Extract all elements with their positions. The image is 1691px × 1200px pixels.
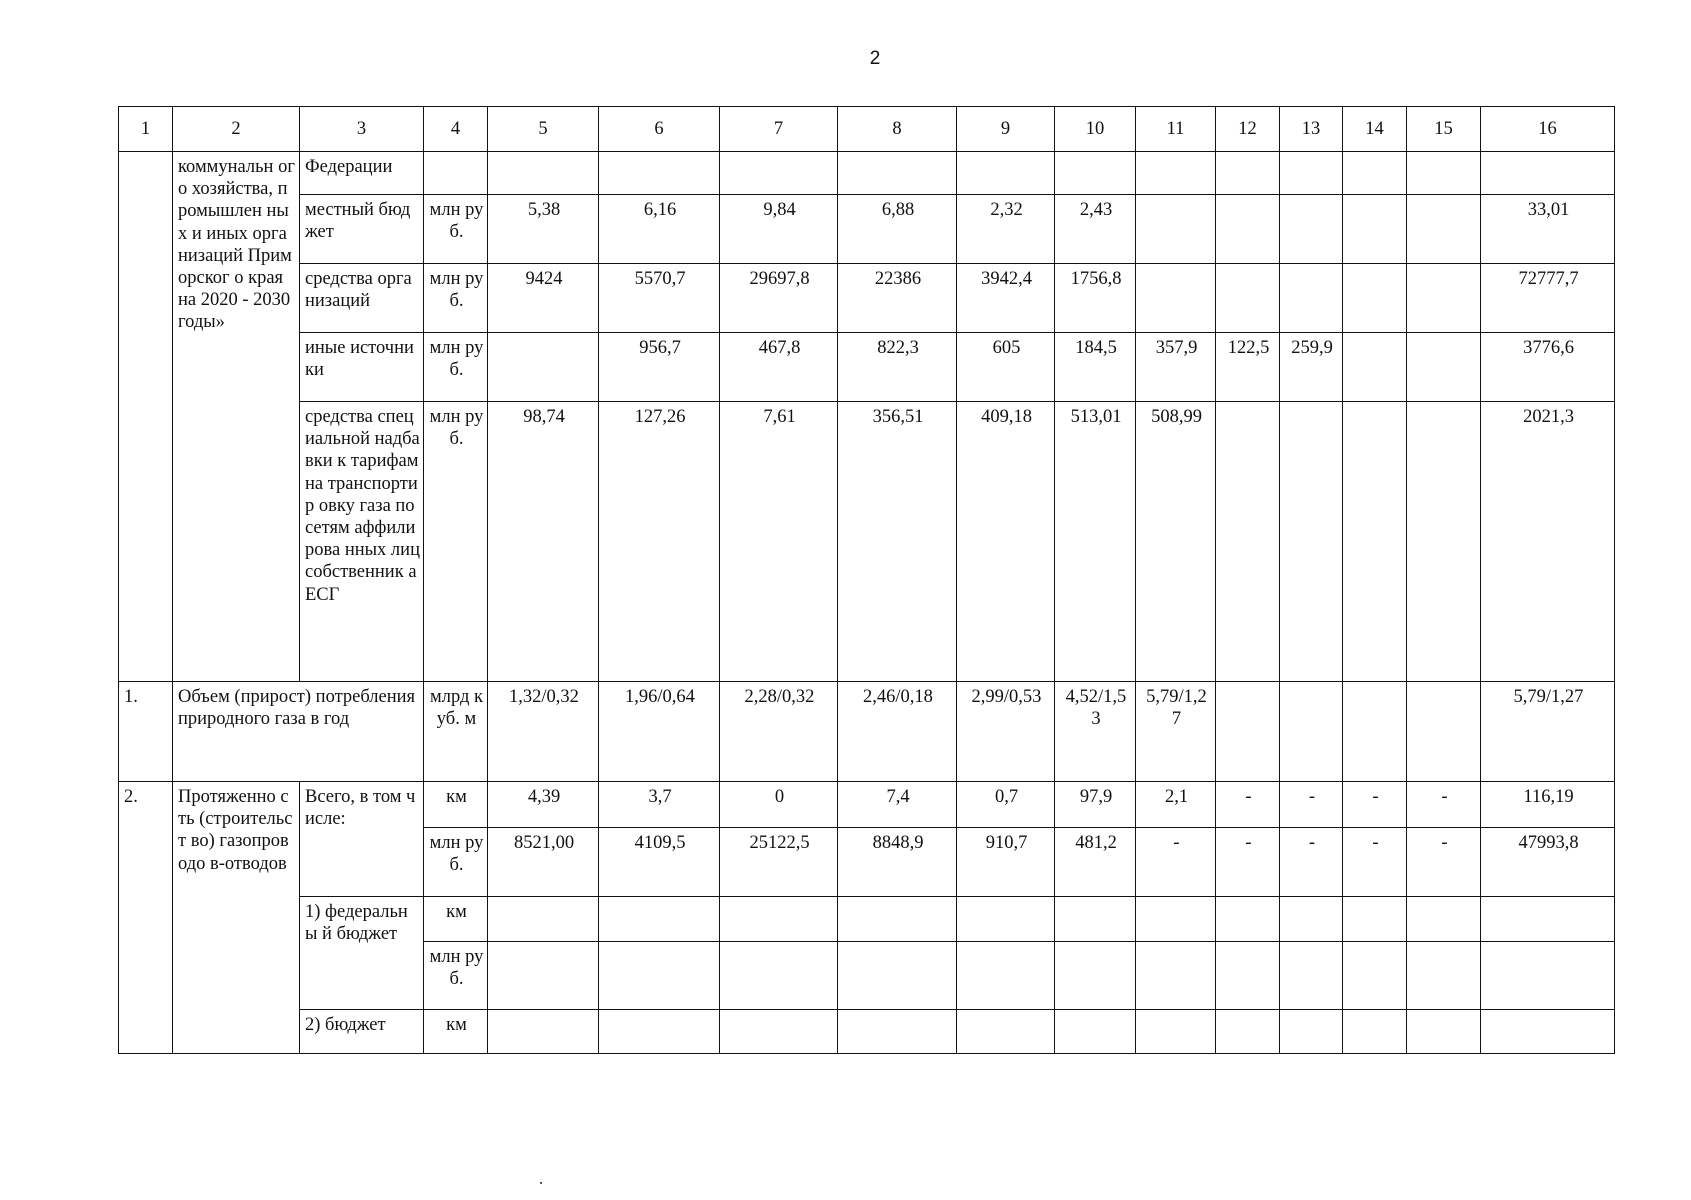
value-cell: 2,28/0,32	[720, 682, 838, 782]
table-row	[119, 682, 1615, 782]
value-cell: 605	[957, 333, 1055, 402]
value-cell: 2,1	[1136, 782, 1216, 828]
table-row	[119, 1010, 1615, 1054]
value-cell: 7,61	[720, 402, 838, 682]
table-row	[119, 897, 1615, 942]
value-cell	[1280, 1010, 1343, 1054]
page-number: 2	[869, 48, 881, 69]
value-cell	[1280, 402, 1343, 682]
value-cell	[1481, 152, 1615, 195]
header-cell: 16	[1481, 107, 1615, 152]
value-cell: 910,7	[957, 828, 1055, 897]
header-cell: 14	[1343, 107, 1407, 152]
unit-cell: млн руб.	[424, 195, 488, 264]
value-cell	[1343, 152, 1407, 195]
value-cell	[1280, 152, 1343, 195]
source-label: средства организаций	[300, 264, 424, 333]
value-cell	[1343, 897, 1407, 942]
value-cell	[1055, 152, 1136, 195]
value-cell	[1481, 1010, 1615, 1054]
value-cell: 4109,5	[599, 828, 720, 897]
value-cell: -	[1280, 782, 1343, 828]
value-cell: 7,4	[838, 782, 957, 828]
value-cell: 184,5	[1055, 333, 1136, 402]
value-cell	[1216, 152, 1280, 195]
value-cell: 259,9	[1280, 333, 1343, 402]
value-cell	[838, 152, 957, 195]
value-cell: 3776,6	[1481, 333, 1615, 402]
value-cell: 2021,3	[1481, 402, 1615, 682]
source-label: средства специальной надбавки к тарифам на транспортир овку газа по сетям аффилирова нных лиц собственник а ЕСГ	[300, 402, 424, 682]
value-cell: 22386	[838, 264, 957, 333]
program-name-cell: коммунальн ого хозяйства, промышлен ных и иных организаций Приморског о края на 2020 - 2030 годы»	[173, 152, 300, 682]
value-cell	[1280, 682, 1343, 782]
header-cell: 13	[1280, 107, 1343, 152]
header-cell: 5	[488, 107, 599, 152]
value-cell: 4,39	[488, 782, 599, 828]
value-cell	[720, 1010, 838, 1054]
unit-cell: млн руб.	[424, 828, 488, 897]
row-number: 1.	[119, 682, 173, 782]
header-cell: 10	[1055, 107, 1136, 152]
value-cell: 8848,9	[838, 828, 957, 897]
value-cell: 0	[720, 782, 838, 828]
value-cell: 0,7	[957, 782, 1055, 828]
value-cell	[1136, 264, 1216, 333]
table-row	[119, 264, 1615, 333]
unit-cell: млн руб.	[424, 264, 488, 333]
value-cell: 47993,8	[1481, 828, 1615, 897]
value-cell: 513,01	[1055, 402, 1136, 682]
value-cell: 33,01	[1481, 195, 1615, 264]
value-cell	[1343, 195, 1407, 264]
value-cell: -	[1343, 782, 1407, 828]
value-cell: 97,9	[1055, 782, 1136, 828]
value-cell: -	[1216, 828, 1280, 897]
header-cell: 1	[119, 107, 173, 152]
header-cell: 3	[300, 107, 424, 152]
source-label: Федерации	[300, 152, 424, 195]
value-cell	[1055, 1010, 1136, 1054]
value-cell: 98,74	[488, 402, 599, 682]
value-cell: 2,46/0,18	[838, 682, 957, 782]
value-cell	[1481, 897, 1615, 942]
value-cell: 2,43	[1055, 195, 1136, 264]
value-cell	[1407, 682, 1481, 782]
unit-cell: млн руб.	[424, 333, 488, 402]
value-cell	[1280, 264, 1343, 333]
unit-cell: км	[424, 897, 488, 942]
value-cell: 508,99	[1136, 402, 1216, 682]
value-cell	[838, 897, 957, 942]
value-cell	[957, 897, 1055, 942]
value-cell	[1216, 402, 1280, 682]
value-cell	[488, 942, 599, 1010]
value-cell	[1136, 195, 1216, 264]
program-table	[118, 106, 1615, 1054]
value-cell	[1407, 333, 1481, 402]
unit-cell	[424, 152, 488, 195]
value-cell: 3942,4	[957, 264, 1055, 333]
value-cell	[957, 152, 1055, 195]
header-cell: 6	[599, 107, 720, 152]
value-cell	[1343, 1010, 1407, 1054]
value-cell: -	[1407, 782, 1481, 828]
header-cell: 9	[957, 107, 1055, 152]
value-cell	[1216, 195, 1280, 264]
value-cell: 1,96/0,64	[599, 682, 720, 782]
table-row	[119, 152, 1615, 195]
value-cell: 357,9	[1136, 333, 1216, 402]
value-cell: 2,99/0,53	[957, 682, 1055, 782]
value-cell: 5,79/1,27	[1481, 682, 1615, 782]
value-cell: -	[1136, 828, 1216, 897]
value-cell	[838, 942, 957, 1010]
value-cell	[1280, 195, 1343, 264]
value-cell	[1216, 264, 1280, 333]
value-cell	[1481, 942, 1615, 1010]
value-cell: 127,26	[599, 402, 720, 682]
value-cell	[1216, 1010, 1280, 1054]
value-cell	[1280, 897, 1343, 942]
value-cell	[1136, 1010, 1216, 1054]
value-cell: -	[1216, 782, 1280, 828]
value-cell	[599, 152, 720, 195]
value-cell	[1407, 195, 1481, 264]
unit-cell: км	[424, 1010, 488, 1054]
value-cell	[599, 897, 720, 942]
value-cell	[720, 897, 838, 942]
value-cell	[1216, 897, 1280, 942]
table-row	[119, 402, 1615, 682]
value-cell: 5,79/1,2 7	[1136, 682, 1216, 782]
value-cell	[599, 1010, 720, 1054]
value-cell	[488, 897, 599, 942]
value-cell	[1136, 152, 1216, 195]
value-cell	[1216, 942, 1280, 1010]
unit-cell: млрд куб. м	[424, 682, 488, 782]
value-cell	[599, 942, 720, 1010]
scan-speck	[540, 1182, 542, 1184]
value-cell	[957, 942, 1055, 1010]
value-cell	[1136, 897, 1216, 942]
value-cell: 1756,8	[1055, 264, 1136, 333]
table-row	[119, 195, 1615, 264]
value-cell: 467,8	[720, 333, 838, 402]
value-cell	[1280, 942, 1343, 1010]
indicator-label: Объем (прирост) потребления природного газа в год	[173, 682, 424, 782]
value-cell: 4,52/1,5 3	[1055, 682, 1136, 782]
value-cell	[1407, 897, 1481, 942]
value-cell: -	[1343, 828, 1407, 897]
value-cell: 8521,00	[488, 828, 599, 897]
header-cell: 7	[720, 107, 838, 152]
value-cell: 29697,8	[720, 264, 838, 333]
value-cell	[720, 942, 838, 1010]
value-cell: 5,38	[488, 195, 599, 264]
value-cell: 956,7	[599, 333, 720, 402]
value-cell: -	[1280, 828, 1343, 897]
value-cell: 6,88	[838, 195, 957, 264]
value-cell: 116,19	[1481, 782, 1615, 828]
indicator-label: Протяженно сть (строительст во) газопроводо в-отводов	[173, 782, 300, 1054]
unit-cell: млн руб.	[424, 942, 488, 1010]
value-cell	[488, 152, 599, 195]
source-label: Всего, в том числе:	[300, 782, 424, 897]
value-cell: 481,2	[1055, 828, 1136, 897]
value-cell	[488, 333, 599, 402]
value-cell: 6,16	[599, 195, 720, 264]
row-number: 2.	[119, 782, 173, 1054]
value-cell: 3,7	[599, 782, 720, 828]
header-cell: 15	[1407, 107, 1481, 152]
value-cell	[1343, 333, 1407, 402]
source-label: иные источники	[300, 333, 424, 402]
value-cell	[1407, 264, 1481, 333]
value-cell: 122,5	[1216, 333, 1280, 402]
value-cell: 409,18	[957, 402, 1055, 682]
header-cell: 2	[173, 107, 300, 152]
value-cell	[1343, 402, 1407, 682]
unit-cell: км	[424, 782, 488, 828]
source-label: местный бюджет	[300, 195, 424, 264]
number-cell	[119, 152, 173, 682]
value-cell	[1343, 942, 1407, 1010]
value-cell	[1343, 682, 1407, 782]
source-label: 1) федеральны й бюджет	[300, 897, 424, 1010]
table-row	[119, 333, 1615, 402]
value-cell	[1216, 682, 1280, 782]
header-cell: 11	[1136, 107, 1216, 152]
value-cell: 9,84	[720, 195, 838, 264]
value-cell	[1136, 942, 1216, 1010]
value-cell	[1407, 1010, 1481, 1054]
value-cell	[720, 152, 838, 195]
value-cell	[1407, 152, 1481, 195]
value-cell	[1055, 942, 1136, 1010]
value-cell	[1407, 402, 1481, 682]
value-cell: 9424	[488, 264, 599, 333]
value-cell	[1407, 942, 1481, 1010]
value-cell: -	[1407, 828, 1481, 897]
source-label: 2) бюджет	[300, 1010, 424, 1054]
header-cell: 8	[838, 107, 957, 152]
value-cell: 356,51	[838, 402, 957, 682]
value-cell	[957, 1010, 1055, 1054]
value-cell: 5570,7	[599, 264, 720, 333]
value-cell	[488, 1010, 599, 1054]
value-cell	[1343, 264, 1407, 333]
table-row	[119, 782, 1615, 828]
value-cell	[838, 1010, 957, 1054]
value-cell: 1,32/0,32	[488, 682, 599, 782]
header-row	[119, 107, 1615, 152]
value-cell: 72777,7	[1481, 264, 1615, 333]
unit-cell: млн руб.	[424, 402, 488, 682]
value-cell	[1055, 897, 1136, 942]
value-cell: 2,32	[957, 195, 1055, 264]
value-cell: 25122,5	[720, 828, 838, 897]
header-cell: 4	[424, 107, 488, 152]
value-cell: 822,3	[838, 333, 957, 402]
header-cell: 12	[1216, 107, 1280, 152]
